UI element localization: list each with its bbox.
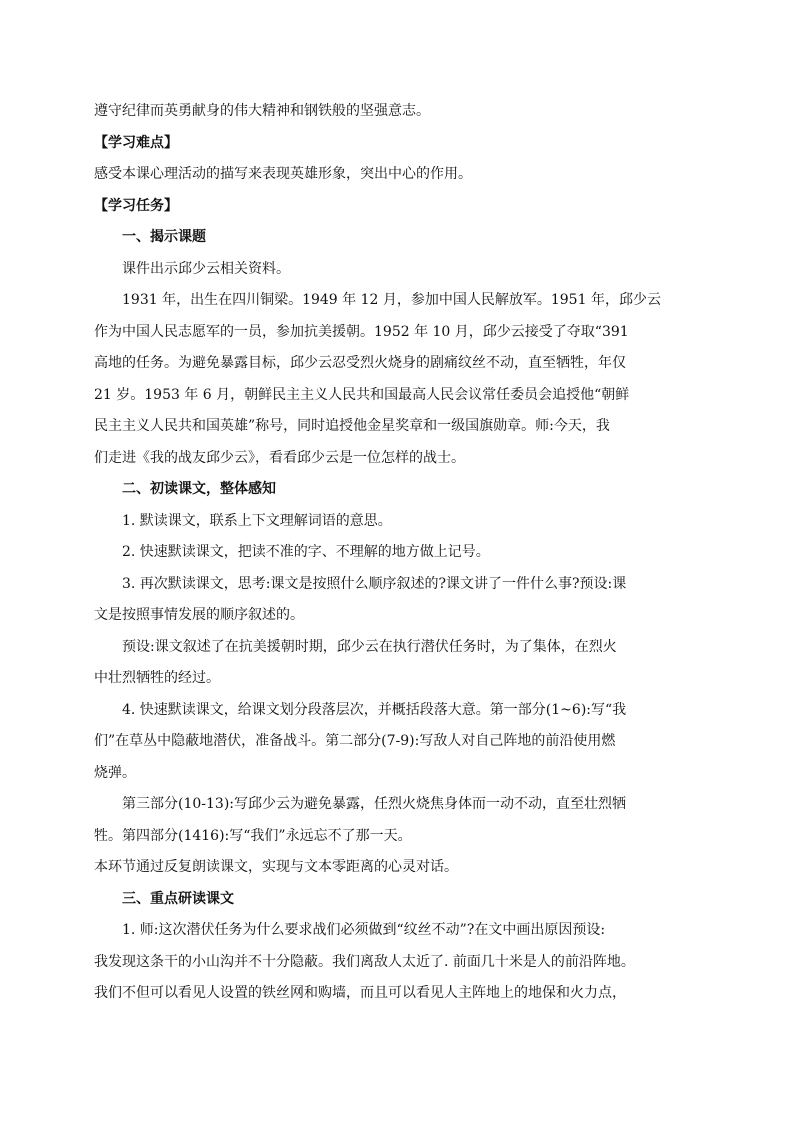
paragraph-line: 们”在草丛中隐蔽地潜伏，准备战斗。第二部分(7-9):写敌人对自己阵地的前沿使用燃 xyxy=(94,733,616,749)
paragraph-line: 3. 再次默读课文，思考:课文是按照什么顺序叙述的?课文讲了一件什么事?预设:课 xyxy=(122,575,627,592)
paragraph-line: 们走进《我的战友邱少云》，看看邱少云是一位怎样的战士。 xyxy=(94,449,465,466)
paragraph-line: 1. 默读课文，联系上下文理解词语的意思。 xyxy=(122,512,392,529)
paragraph-line: 高地的任务。为避免暴露目标，邱少云忍受烈火烧身的剧痛纹丝不动，直至牺牲，年仅 xyxy=(94,355,626,371)
paragraph-line: 民主主义人民共和国英雄”称号，同时追授他金星奖章和一级国旗勋章。师:今天，我 xyxy=(94,418,610,434)
paragraph-line: 我发现这条干的小山沟并不十分隐蔽。我们离敌人太近了. 前面几十米是人的前沿阵地。 xyxy=(94,953,635,970)
subheading-reveal-topic: 一、揭示课题 xyxy=(122,229,206,245)
paragraph-line: 感受本课心理活动的描写来表现英雄形象，突出中心的作用。 xyxy=(94,166,472,182)
paragraph-line: 遵守纪律而英勇献身的伟大精神和钢铁般的坚强意志。 xyxy=(94,103,430,119)
subheading-key-study: 三、重点研读课文 xyxy=(122,890,234,907)
paragraph-line: 第三部分(10-13):写邱少云为避免暴露，任烈火烧焦身体而一动不动，直至壮烈牺 xyxy=(122,796,626,812)
paragraph-line: 烧弹。 xyxy=(94,764,136,781)
paragraph-line: 1931 年，出生在四川铜梁。1949 年 12 月，参加中国人民解放军。1951 年，邱少云 xyxy=(122,292,661,308)
document-body xyxy=(94,96,702,1010)
paragraph-line: 4. 快速默读课文，给课文划分段落层次，并概括段落大意。第一部分(1~6):写“我 xyxy=(122,701,627,718)
paragraph-line: 课件出示邱少云相关资料。 xyxy=(122,260,290,277)
paragraph-line: 21 岁。1953 年 6 月，朝鲜民主主义人民共和国最高人民会议常任委员会追授他“朝鲜 xyxy=(94,386,630,403)
subheading-first-reading: 二、初读课文，整体感知 xyxy=(122,481,276,497)
paragraph-line: 我们不但可以看见人设置的铁丝网和购墙，而且可以看见人主阵地上的地保和火力点， xyxy=(94,985,626,1001)
paragraph-line: 2. 快速默读课文，把读不准的字、不理解的地方做上记号。 xyxy=(122,544,490,560)
paragraph-line: 预设:课文叙述了在抗美援朝时期，邱少云在执行潜伏任务时，为了集体，在烈火 xyxy=(122,638,617,655)
paragraph-line: 1. 师:这次潜伏任务为什么要求战们必须做到“纹丝不动”?在文中画出原因预设: xyxy=(122,922,606,938)
section-heading-difficulty: 【学习难点】 xyxy=(94,134,178,151)
paragraph-line: 本环节通过反复朗读课文，实现与文本零距离的心灵对话。 xyxy=(94,859,458,875)
paragraph-line: 牲。第四部分(1416):写“我们”永远忘不了那一天。 xyxy=(94,827,412,844)
paragraph-line: 作为中国人民志愿军的一员，参加抗美援朝。1952 年 10 月，邱少云接受了夺取“391 xyxy=(94,323,629,340)
paragraph-line: 中壮烈牺牲的经过。 xyxy=(94,670,220,686)
section-heading-tasks: 【学习任务】 xyxy=(94,197,178,214)
paragraph-line: 文是按照事情发展的顺序叙述的。 xyxy=(94,607,304,623)
